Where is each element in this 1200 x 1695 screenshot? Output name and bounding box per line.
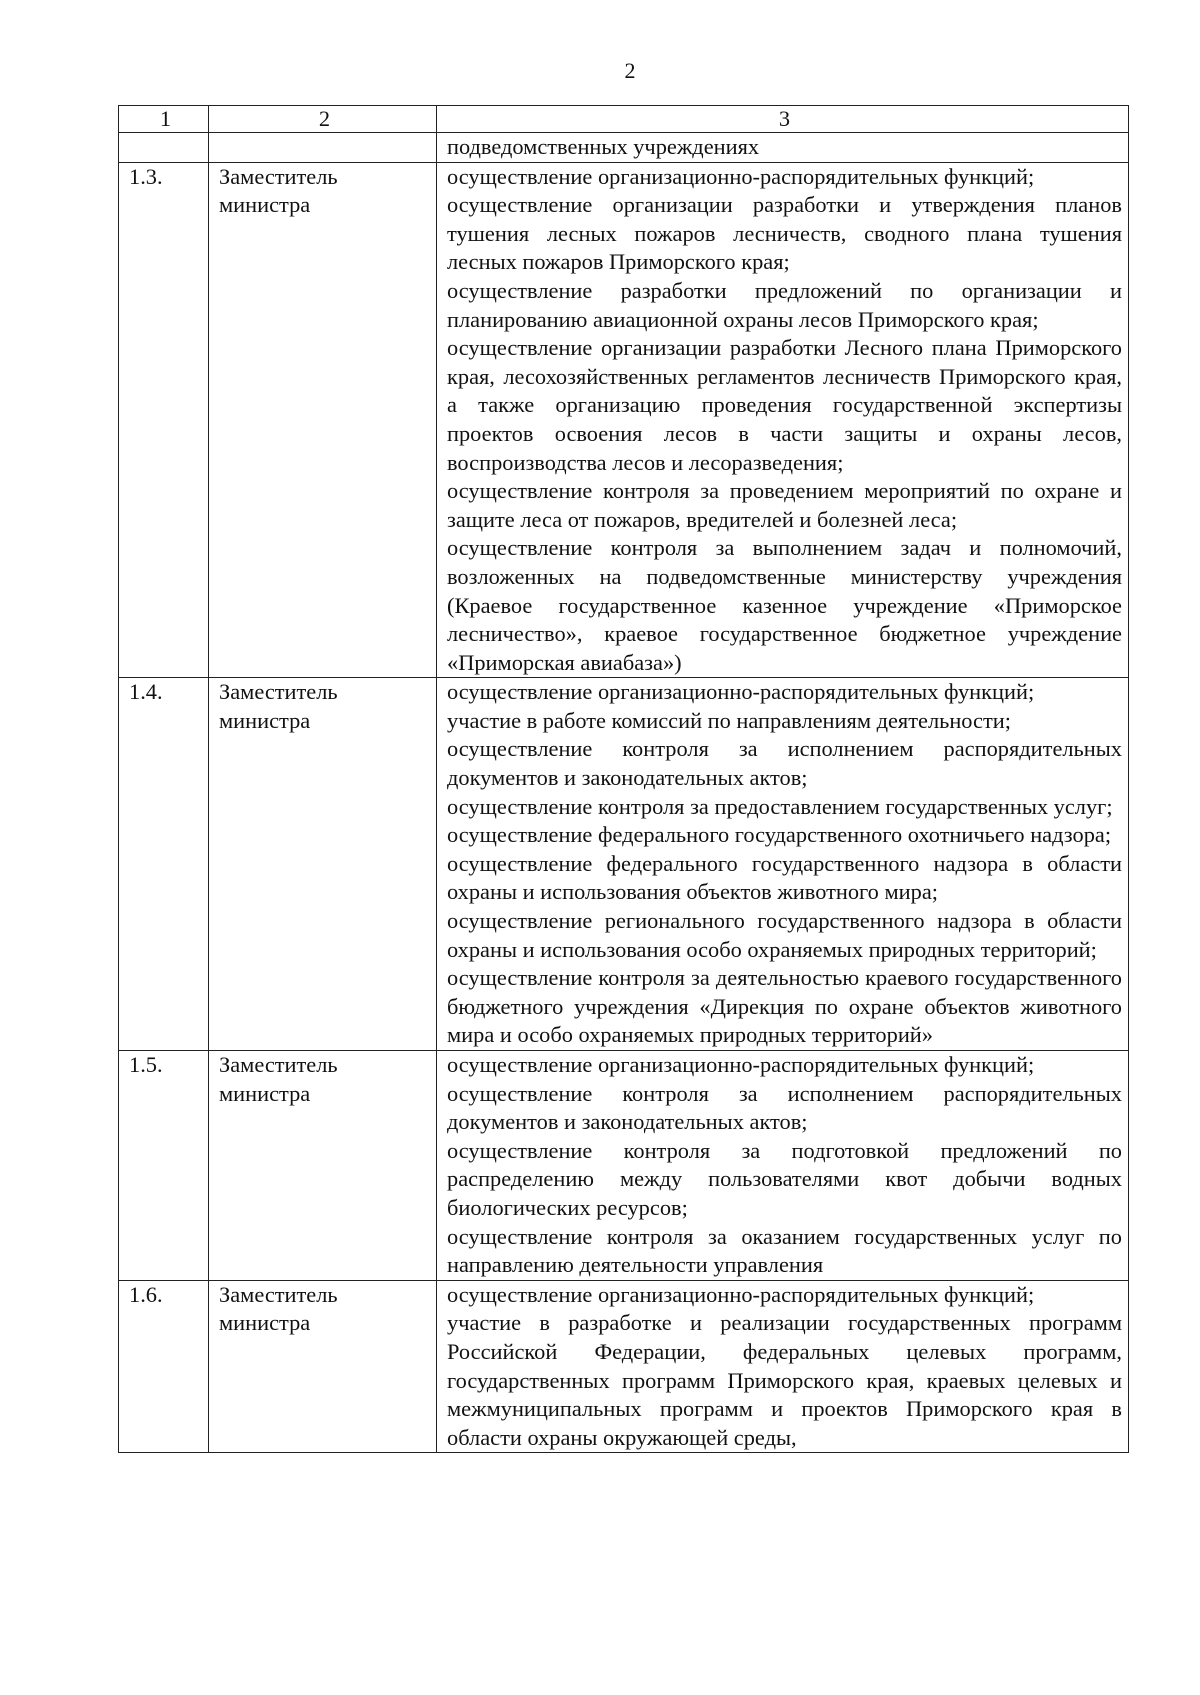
row-duties [437,678,1129,1051]
row-number: 1.3. [119,162,209,678]
duty-item: осуществление организационно-распорядительных функций; [447,679,1035,705]
row-duties [437,1280,1129,1453]
duty-item: осуществление контроля за выполнением задач и полномочий, возложенных на подведомственные министерству учреждения (Краевое государственное казенное учреждение «Приморское лесничество», краевое государственное бюджетное учреждение «Приморская авиабаза») [447,535,1122,675]
row-number: 1.5. [119,1051,209,1281]
column-header-2: 2 [209,106,437,133]
duty-item: участие в работе комиссий по направлениям деятельности; [447,707,1011,733]
row-position: Заместитель министра [209,1051,437,1281]
table-row [119,678,1129,1051]
column-header-3: 3 [437,106,1129,133]
row-position: Заместитель министра [209,678,437,1051]
duty-item: участие в разработке и реализации государственных программ Российской Федерации, федеральных целевых программ, государственных программ Приморского края, краевых целевых и межмуниципальных программ и проектов Приморского края в области охраны окружающей среды, [447,1310,1122,1450]
duty-item: осуществление контроля за предоставлением государственных услуг; [447,793,1113,819]
row-position: Заместитель министра [209,1280,437,1453]
row-number: 1.6. [119,1280,209,1453]
row-duties [437,1051,1129,1281]
responsibilities-table [118,105,1129,1453]
duty-item: осуществление контроля за исполнением распорядительных документов и законодательных актов; [447,736,1122,791]
duty-item: осуществление организации разработки и утверждения планов тушения лесных пожаров лесничеств, сводного плана тушения лесных пожаров Приморского края; [447,192,1122,275]
column-header-1: 1 [119,106,209,133]
duty-item: осуществление организационно-распорядительных функций; [447,1052,1035,1077]
continuation-text: подведомственных учреждениях [437,133,1129,163]
duty-item: осуществление контроля за подготовкой предложений по распределению между пользователями квот добычи водных биологических ресурсов; [447,1137,1122,1220]
table-row [119,1051,1129,1281]
duty-item: осуществление контроля за деятельностью краевого государственного бюджетного учреждения «Дирекция по охране объектов животного мира и особо охраняемых природных территорий» [447,965,1122,1048]
duty-item: осуществление регионального государственного надзора в области охраны и использования особо охраняемых природных территорий; [447,908,1122,962]
row-number: 1.4. [119,678,209,1051]
table-row [119,1280,1129,1453]
table-row [119,162,1129,678]
duty-item: осуществление контроля за проведением мероприятий по охране и защите леса от пожаров, вредителей и болезней леса; [447,478,1122,532]
duty-item: осуществление организационно-распорядительных функций; [447,1281,1035,1307]
duty-item: осуществление контроля за исполнением распорядительных документов и законодательных актов; [447,1080,1122,1135]
duty-item: осуществление федерального государственного надзора в области охраны и использования объектов животного мира; [447,850,1122,905]
row-position: Заместитель министра [209,162,437,678]
duty-item: осуществление федерального государственного охотничьего надзора; [447,822,1112,848]
page-number: 2 [624,58,636,83]
continuation-row [119,133,1129,163]
table-header-row [119,106,1129,133]
duty-item: осуществление организации разработки Лесного плана Приморского края, лесохозяйственных регламентов лесничеств Приморского края, а также организацию проведения государственной экспертизы проектов освоения лесов в части защиты и охраны лесов, воспроизводства лесов и лесоразведения; [447,335,1122,475]
row-duties [437,162,1129,678]
duty-item: осуществление разработки предложений по организации и планированию авиационной охраны лесов Приморского края; [447,277,1122,332]
duty-item: осуществление контроля за оказанием государственных услуг по направлению деятельности управления [447,1223,1122,1278]
duty-item: осуществление организационно-распорядительных функций; [447,163,1035,189]
